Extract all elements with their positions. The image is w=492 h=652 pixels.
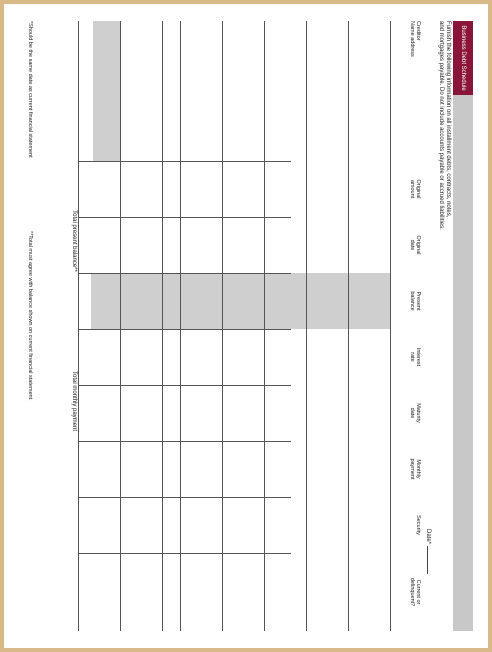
creditor-total-shade bbox=[93, 21, 121, 161]
row-line bbox=[78, 21, 79, 631]
page-frame bbox=[4, 4, 488, 648]
col-header-maturity-date: Maturity date bbox=[409, 403, 421, 423]
footnote-date: *Should be the same date as current financial statement bbox=[27, 21, 33, 158]
col-line bbox=[79, 441, 291, 442]
col-header-interest-rate: Interest rate bbox=[409, 347, 421, 367]
col-line bbox=[79, 273, 291, 274]
total-monthly-payment-label: Total monthly payment bbox=[71, 370, 77, 432]
col-header-monthly-payment: Monthly payment bbox=[409, 458, 421, 480]
row-line bbox=[162, 21, 163, 631]
col-header-original-amount: Original amount bbox=[409, 179, 421, 199]
row-line bbox=[306, 21, 307, 631]
instructions bbox=[437, 21, 451, 401]
date-label: Date* bbox=[425, 529, 431, 545]
date-field[interactable] bbox=[425, 529, 431, 574]
row-line bbox=[120, 21, 121, 631]
header-bar bbox=[453, 21, 473, 631]
col-line bbox=[79, 385, 291, 386]
present-balance-shade bbox=[91, 273, 391, 329]
row-line bbox=[264, 21, 265, 631]
col-line bbox=[79, 161, 291, 162]
date-underline bbox=[427, 546, 428, 574]
row-line bbox=[348, 21, 349, 631]
debt-table bbox=[61, 21, 421, 631]
row-line bbox=[222, 21, 223, 631]
footnote-total: **Total must agree with balance shown on current financial statement. bbox=[27, 231, 33, 401]
col-line bbox=[79, 329, 291, 330]
col-header-present-balance: Present balance bbox=[409, 291, 421, 311]
col-line bbox=[79, 217, 291, 218]
col-line bbox=[79, 497, 291, 498]
instructions-line-2: and mortgages payable. Do not include accounts payable or accrued liabilities. bbox=[438, 21, 444, 230]
form-title: Business Debt Schedule bbox=[453, 21, 473, 95]
instructions-line-1: Furnish the following information on all installment debts, contracts, notes, bbox=[445, 21, 451, 218]
debt-schedule-form bbox=[21, 21, 473, 631]
col-header-creditor: Creditor Name address bbox=[409, 21, 421, 57]
col-header-original-date: Original date bbox=[409, 235, 421, 255]
total-present-balance-label: Total present balance** bbox=[71, 210, 77, 272]
col-line bbox=[79, 553, 291, 554]
col-header-status: Current or delinquent? bbox=[409, 577, 421, 607]
row-line bbox=[180, 21, 181, 631]
row-line bbox=[390, 21, 391, 631]
col-header-security: Security bbox=[415, 515, 421, 535]
